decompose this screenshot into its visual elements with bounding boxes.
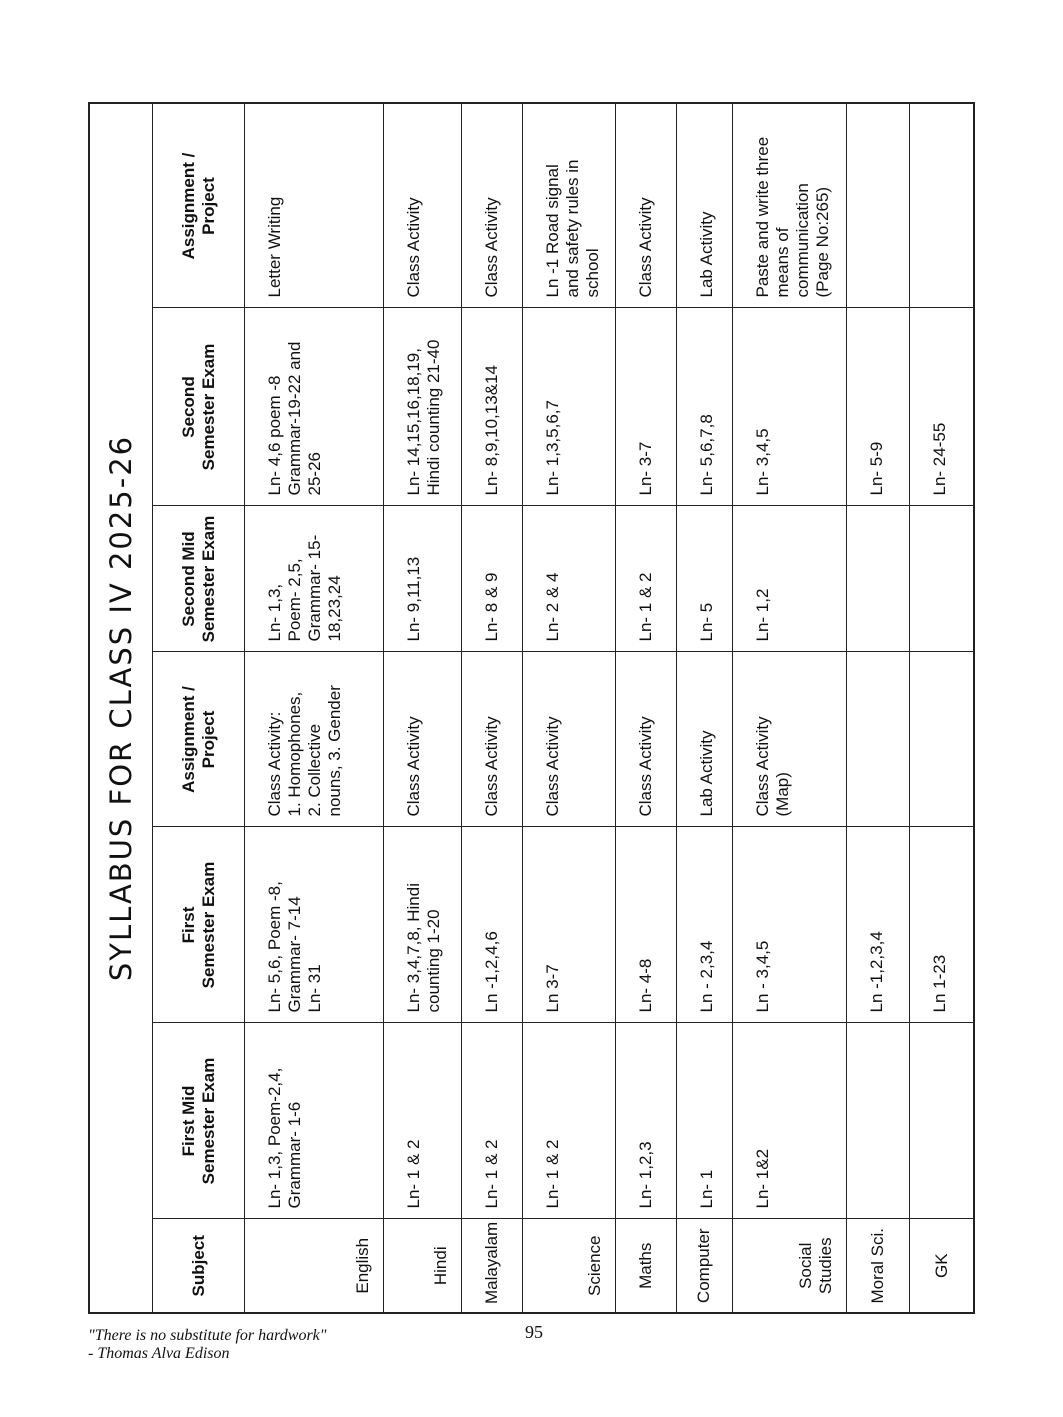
cell-second-sem: Ln- 3-7 <box>615 308 676 506</box>
cell-assignment-1: Class Activity: 1. Homophones, 2. Collective nouns, 3. Gender <box>245 652 384 827</box>
cell-assignment-2: Class Activity <box>615 104 676 308</box>
table-row <box>733 104 847 1312</box>
cell-first-sem: Ln -1,2,4,6 <box>462 827 523 1023</box>
cell-subject: Computer <box>676 1219 733 1312</box>
table-row <box>910 104 973 1312</box>
cell-first-mid: Ln- 1 & 2 <box>462 1023 523 1219</box>
cell-subject: Hindi <box>384 1219 462 1312</box>
cell-subject: Science <box>523 1219 615 1312</box>
header-second-mid: Second Mid Semester Exam <box>153 506 245 652</box>
table-row <box>523 104 615 1312</box>
cell-second-sem: Ln- 8,9,10,13&14 <box>462 308 523 506</box>
cell-subject: Malayalam <box>462 1219 523 1312</box>
cell-first-sem: Ln- 5,6, Poem -8, Grammar- 7-14 Ln- 31 <box>245 827 384 1023</box>
quote-text: "There is no substitute for hardwork" <box>88 1327 327 1344</box>
cell-second-mid <box>910 506 973 652</box>
cell-first-mid: Ln- 1,2,3 <box>615 1023 676 1219</box>
header-row <box>153 104 245 1312</box>
table-row <box>462 104 523 1312</box>
table-row <box>245 104 384 1312</box>
syllabus-frame <box>88 102 975 1314</box>
cell-first-sem: Ln - 3,4,5 <box>733 827 847 1023</box>
cell-second-mid: Ln- 1,3, Poem- 2,5, Grammar- 15- 18,23,24 <box>245 506 384 652</box>
table-row <box>676 104 733 1312</box>
header-assignment-2: Assignment / Project <box>153 104 245 308</box>
cell-second-sem: Ln- 24-55 <box>910 308 973 506</box>
cell-subject: Social Studies <box>733 1219 847 1312</box>
cell-second-sem: Ln- 5-9 <box>847 308 910 506</box>
cell-first-sem: Ln 1-23 <box>910 827 973 1023</box>
cell-assignment-1 <box>847 652 910 827</box>
cell-second-mid <box>847 506 910 652</box>
cell-subject: English <box>245 1219 384 1312</box>
quote <box>88 1327 326 1363</box>
cell-second-mid: Ln- 1,2 <box>733 506 847 652</box>
cell-first-mid: Ln- 1&2 <box>733 1023 847 1219</box>
rotated-content <box>90 104 973 1312</box>
table-row <box>615 104 676 1312</box>
cell-assignment-1: Class Activity (Map) <box>733 652 847 827</box>
table-row <box>384 104 462 1312</box>
cell-first-sem: Ln- 4-8 <box>615 827 676 1023</box>
cell-assignment-2: Class Activity <box>462 104 523 308</box>
cell-second-mid: Ln- 8 & 9 <box>462 506 523 652</box>
cell-first-sem: Ln - 2,3,4 <box>676 827 733 1023</box>
cell-second-mid: Ln- 2 & 4 <box>523 506 615 652</box>
header-first-mid: First Mid Semester Exam <box>153 1023 245 1219</box>
cell-second-sem: Ln- 3,4,5 <box>733 308 847 506</box>
cell-assignment-1: Lab Activity <box>676 652 733 827</box>
cell-assignment-1: Class Activity <box>523 652 615 827</box>
cell-subject: Moral Sci. <box>847 1219 910 1312</box>
cell-assignment-2: Letter Writing <box>245 104 384 308</box>
cell-first-mid <box>847 1023 910 1219</box>
cell-first-sem: Ln 3-7 <box>523 827 615 1023</box>
cell-second-sem: Ln- 14,15,16,18,19, Hindi counting 21-40 <box>384 308 462 506</box>
cell-first-mid: Ln- 1 & 2 <box>384 1023 462 1219</box>
table-row <box>847 104 910 1312</box>
cell-assignment-2: Class Activity <box>384 104 462 308</box>
cell-second-mid: Ln- 1 & 2 <box>615 506 676 652</box>
cell-second-sem: Ln- 1,3,5,6,7 <box>523 308 615 506</box>
header-second-sem: Second Semester Exam <box>153 308 245 506</box>
quote-author: - Thomas Alva Edison <box>88 1345 230 1362</box>
cell-first-mid: Ln- 1 & 2 <box>523 1023 615 1219</box>
cell-assignment-2: Ln -1 Road signal and safety rules in school <box>523 104 615 308</box>
header-first-sem: First Semester Exam <box>153 827 245 1023</box>
syllabus-table <box>152 104 973 1313</box>
cell-first-mid: Ln- 1 <box>676 1023 733 1219</box>
cell-assignment-2: Lab Activity <box>676 104 733 308</box>
cell-second-sem: Ln- 5,6,7,8 <box>676 308 733 506</box>
cell-first-sem: Ln- 3,4,7,8, Hindi counting 1-20 <box>384 827 462 1023</box>
cell-second-sem: Ln- 4,6 poem -8 Grammar-19-22 and 25-26 <box>245 308 384 506</box>
cell-subject: Maths <box>615 1219 676 1312</box>
page-title: SYLLABUS FOR CLASS IV 2025-26 <box>103 434 138 982</box>
cell-first-mid: Ln- 1,3, Poem-2,4, Grammar- 1-6 <box>245 1023 384 1219</box>
cell-first-sem: Ln -1,2,3,4 <box>847 827 910 1023</box>
page-number: 95 <box>525 1322 543 1342</box>
cell-first-mid <box>910 1023 973 1219</box>
cell-assignment-1 <box>910 652 973 827</box>
cell-assignment-2: Paste and write three means of communication (Page No:265) <box>733 104 847 308</box>
header-assignment-1: Assignment / Project <box>153 652 245 827</box>
cell-subject: GK <box>910 1219 973 1312</box>
header-subject: Subject <box>153 1219 245 1312</box>
cell-assignment-1: Class Activity <box>384 652 462 827</box>
cell-second-mid: Ln- 5 <box>676 506 733 652</box>
cell-assignment-1: Class Activity <box>462 652 523 827</box>
cell-second-mid: Ln- 9,11,13 <box>384 506 462 652</box>
cell-assignment-2 <box>847 104 910 308</box>
title-band <box>90 104 152 1312</box>
cell-assignment-2 <box>910 104 973 308</box>
cell-assignment-1: Class Activity <box>615 652 676 827</box>
